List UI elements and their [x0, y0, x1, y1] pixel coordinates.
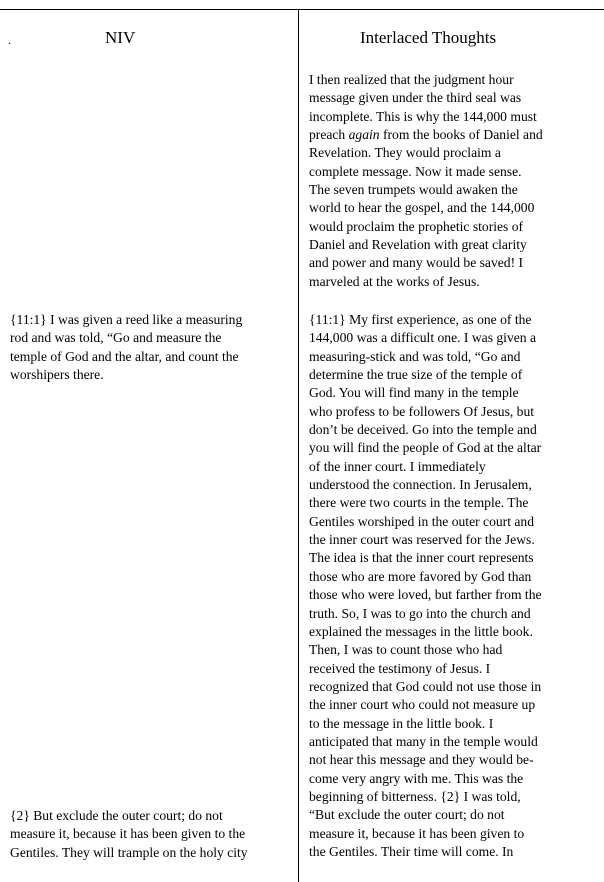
text-line: determine the true size of the temple of	[309, 367, 523, 383]
text-line: of the inner court. I immediately	[309, 458, 486, 474]
text-line: God. You will find many in the temple	[309, 385, 519, 401]
text-line: “But exclude the outer court; do not	[309, 807, 505, 823]
top-rule	[0, 9, 604, 10]
text-line: complete message. Now it made sense.	[309, 163, 522, 179]
text-line: measure it, because it has been given to	[309, 825, 525, 841]
text-line: measure it, because it has been given to the	[10, 826, 246, 842]
text-line: don’t be deceived. Go into the temple and	[309, 422, 537, 438]
text-line: message given under the third seal was	[309, 90, 522, 106]
niv-column-heading: NIV	[105, 28, 136, 47]
stray-dot: .	[8, 33, 11, 47]
text-line: Gentiles. They will trample on the holy city	[10, 844, 248, 860]
text-line: and power and many would be saved! I	[309, 255, 524, 271]
text-line: recognized that God could not use those in	[309, 678, 542, 694]
text-line: world to hear the gospel, and the 144,000	[309, 200, 535, 216]
text-line: Gentiles worshiped in the outer court and	[309, 513, 534, 529]
text-line: Then, I was to count those who had	[309, 642, 503, 658]
text-line: received the testimony of Jesus. I	[309, 660, 491, 676]
column-divider	[298, 9, 299, 882]
text-line: understood the connection. In Jerusalem,	[309, 477, 532, 493]
text-line: who profess to be followers Of Jesus, but	[309, 403, 535, 419]
text-line: anticipated that many in the temple would	[309, 733, 538, 749]
text-line: {11:1} I was given a reed like a measuring	[10, 312, 243, 327]
text-line: not hear this message and they would be-	[309, 752, 534, 768]
text-line: 144,000 was a difficult one. I was given a	[309, 330, 537, 346]
niv-verse-11-1	[10, 311, 293, 384]
text-line	[309, 126, 589, 144]
text-line: the Gentiles. Their time will come. In	[309, 843, 514, 859]
text-line: worshipers there.	[10, 367, 104, 383]
text-line: temple of God and the altar, and count the	[10, 348, 239, 364]
text-line: to the message in the little book. I	[309, 715, 494, 731]
right-commentary-paragraph	[309, 311, 589, 861]
niv-verse-2	[10, 807, 293, 862]
text-line: Daniel and Revelation with great clarity	[309, 237, 527, 253]
text-line: rod and was told, “Go and measure the	[10, 330, 222, 346]
text-line: the inner court was reserved for the Jews.	[309, 532, 535, 548]
text-line: The idea is that the inner court represents	[309, 550, 534, 566]
text-line: Revelation. They would proclaim a	[309, 145, 501, 161]
text-line: measuring-stick and was told, “Go and	[309, 348, 521, 364]
text-fragment: preach	[309, 127, 349, 143]
text-line: marveled at the works of Jesus.	[309, 273, 480, 289]
text-line: come very angry with me. This was the	[309, 770, 524, 786]
text-line: there were two courts in the temple. The	[309, 495, 529, 511]
text-line: the inner court who could not measure up	[309, 697, 536, 713]
text-fragment: from the books of Daniel and	[379, 127, 543, 143]
text-line: {2} But exclude the outer court; do not	[10, 808, 223, 823]
text-line: you will find the people of God at the altar	[309, 440, 542, 456]
text-line: The seven trumpets would awaken the	[309, 182, 518, 198]
text-line: {11:1} My first experience, as one of the	[309, 312, 532, 327]
interlaced-thoughts-column-heading: Interlaced Thoughts	[360, 28, 497, 47]
text-line: truth. So, I was to go into the church and	[309, 605, 531, 621]
text-line: beginning of bitterness. {2} I was told,	[309, 788, 521, 804]
right-intro-paragraph	[309, 71, 589, 291]
text-line: incomplete. This is why the 144,000 must	[309, 108, 537, 124]
text-line: those who were loved, but farther from the	[309, 587, 542, 603]
text-line: I then realized that the judgment hour	[309, 72, 514, 87]
emphasis-again: again	[348, 127, 380, 143]
text-line: explained the messages in the little book.	[309, 623, 533, 639]
text-line: those who are more favored by God than	[309, 568, 532, 584]
text-line: would proclaim the prophetic stories of	[309, 218, 524, 234]
